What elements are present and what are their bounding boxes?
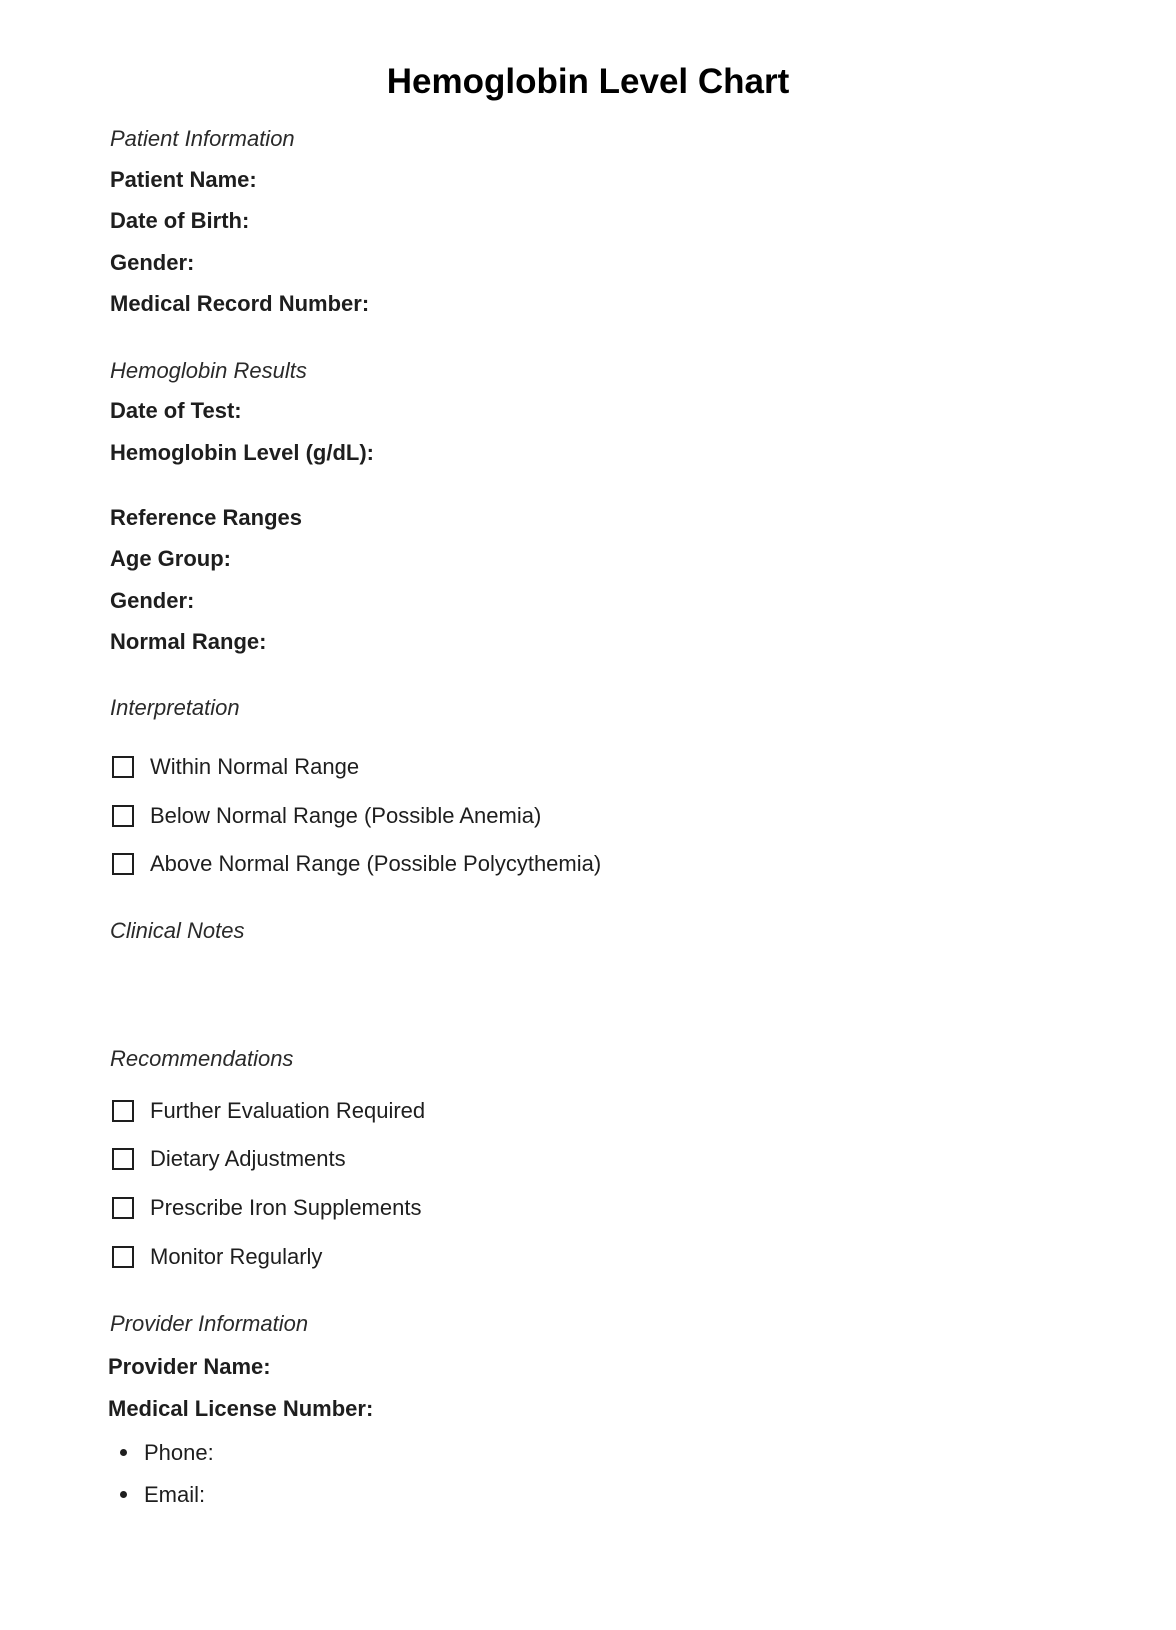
- contact-item-email: [118, 1482, 214, 1524]
- checkbox-label: Within Normal Range: [150, 754, 360, 779]
- page-title: Hemoglobin Level Chart: [386, 62, 790, 101]
- checkbox-further-evaluation[interactable]: [112, 1100, 134, 1122]
- checkbox-label: Dietary Adjustments: [150, 1146, 346, 1171]
- recommendation-option-dietary-adjustments[interactable]: [112, 1144, 346, 1174]
- interpretation-option-within-normal[interactable]: [112, 752, 359, 782]
- section-heading-patient-information: Patient Information: [110, 126, 295, 151]
- section-heading-reference-ranges: Reference Ranges: [110, 505, 302, 530]
- field-label-medical-record-number: Medical Record Number:: [110, 291, 370, 316]
- recommendation-option-further-evaluation[interactable]: [112, 1096, 425, 1126]
- checkbox-within-normal-range[interactable]: [112, 756, 134, 778]
- recommendation-option-monitor-regularly[interactable]: [112, 1242, 322, 1272]
- contact-item-phone: [118, 1440, 214, 1482]
- bullet-icon: [120, 1491, 127, 1498]
- checkbox-label: Further Evaluation Required: [150, 1098, 426, 1123]
- checkbox-label: Monitor Regularly: [150, 1244, 323, 1269]
- checkbox-label: Above Normal Range (Possible Polycythemia): [150, 851, 602, 876]
- field-label-medical-license-number: Medical License Number:: [108, 1396, 374, 1421]
- section-heading-recommendations: Recommendations: [110, 1046, 294, 1071]
- provider-contact-list: [118, 1440, 214, 1524]
- checkbox-iron-supplements[interactable]: [112, 1197, 134, 1219]
- checkbox-label: Below Normal Range (Possible Anemia): [150, 803, 542, 828]
- section-heading-provider-information: Provider Information: [110, 1311, 309, 1336]
- field-label-gender: Gender:: [110, 250, 195, 275]
- field-label-date-of-test: Date of Test:: [110, 398, 242, 423]
- field-label-hemoglobin-level: Hemoglobin Level (g/dL):: [110, 440, 374, 465]
- contact-label-phone: Phone:: [144, 1440, 214, 1465]
- section-heading-clinical-notes: Clinical Notes: [110, 918, 245, 943]
- field-label-age-group: Age Group:: [110, 546, 231, 571]
- field-label-provider-name: Provider Name:: [108, 1354, 271, 1379]
- section-heading-hemoglobin-results: Hemoglobin Results: [110, 358, 307, 383]
- bullet-icon: [120, 1449, 127, 1456]
- contact-label-email: Email:: [144, 1482, 206, 1507]
- checkbox-monitor-regularly[interactable]: [112, 1246, 134, 1268]
- checkbox-below-normal-range[interactable]: [112, 805, 134, 827]
- field-label-reference-gender: Gender:: [110, 588, 195, 613]
- checkbox-label: Prescribe Iron Supplements: [150, 1195, 422, 1220]
- field-label-date-of-birth: Date of Birth:: [110, 208, 250, 233]
- interpretation-option-below-normal[interactable]: [112, 801, 541, 831]
- section-heading-interpretation: Interpretation: [110, 695, 240, 720]
- field-label-patient-name: Patient Name:: [110, 167, 257, 192]
- checkbox-dietary-adjustments[interactable]: [112, 1148, 134, 1170]
- field-label-normal-range: Normal Range:: [110, 629, 267, 654]
- checkbox-above-normal-range[interactable]: [112, 853, 134, 875]
- interpretation-option-above-normal[interactable]: [112, 849, 601, 879]
- recommendation-option-iron-supplements[interactable]: [112, 1193, 421, 1223]
